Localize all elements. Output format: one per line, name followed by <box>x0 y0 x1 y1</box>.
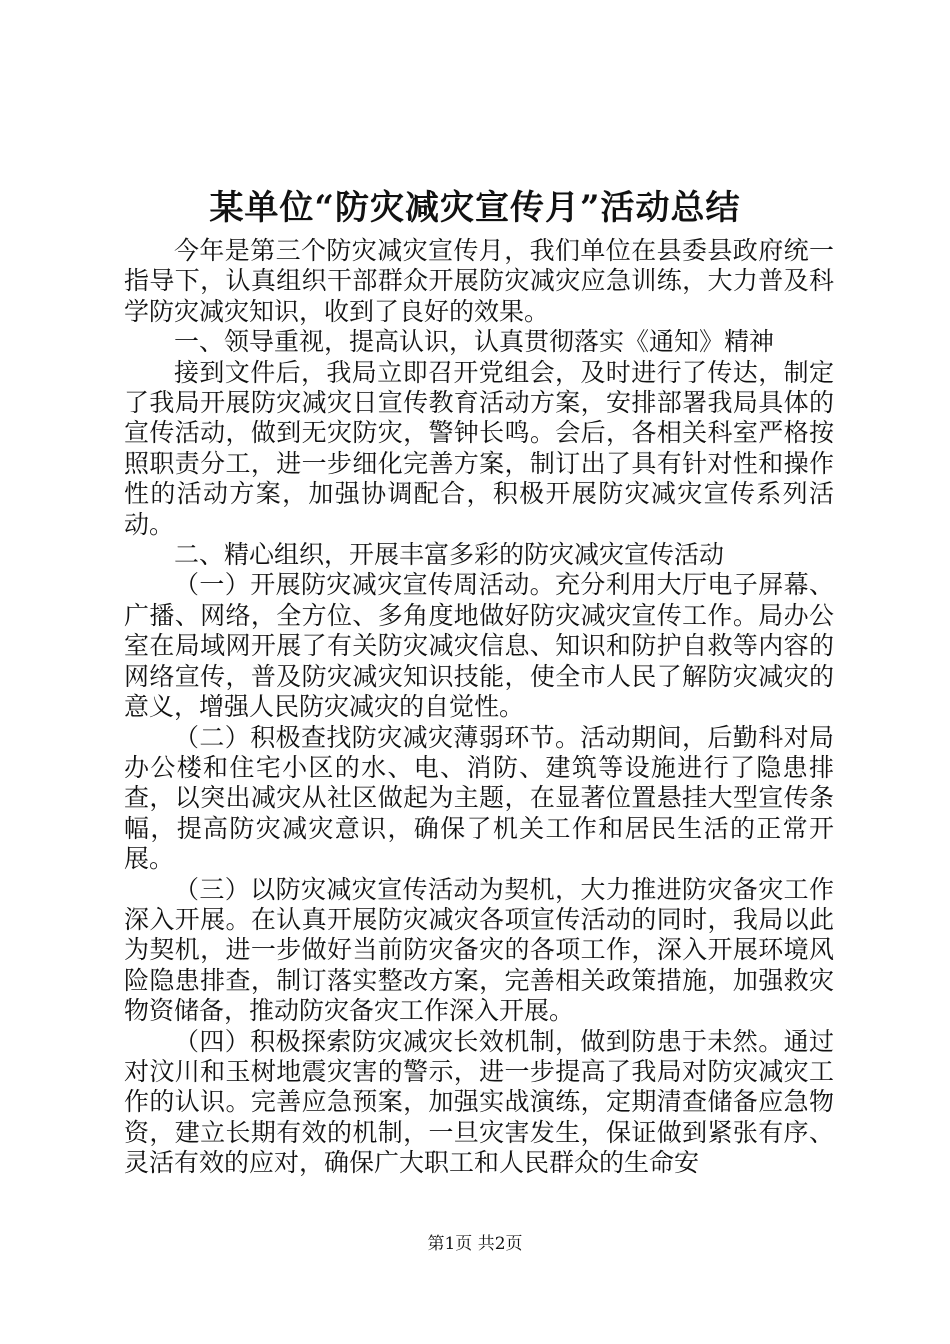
section-2-item-2: （二）积极查找防灾减灾薄弱环节。活动期间，后勤科对局办公楼和住宅小区的水、电、消防、建筑等设施进行了隐患排查，以突出减灾从社区做起为主题，在显著位置悬挂大型宣传条幅，提高防灾减灾意识，确保了机关工作和居民生活的正常开展。 <box>124 722 834 874</box>
intro-paragraph: 今年是第三个防灾减灾宣传月，我们单位在县委县政府统一指导下，认真组织干部群众开展防灾减灾应急训练，大力普及科学防灾减灾知识，收到了良好的效果。 <box>124 236 834 326</box>
section-2-item-3: （三）以防灾减灾宣传活动为契机，大力推进防灾备灾工作深入开展。在认真开展防灾减灾各项宣传活动的同时，我局以此为契机，进一步做好当前防灾备灾的各项工作，深入开展环境风险隐患排查，制订落实整改方案，完善相关政策措施，加强救灾物资储备，推动防灾备灾工作深入开展。 <box>124 874 834 1026</box>
document-title: 某单位“防灾减灾宣传月”活动总结 <box>209 188 741 228</box>
page-footer: 第1页 共2页 <box>427 1234 523 1254</box>
document-body <box>124 236 834 1179</box>
section-2-item-1: （一）开展防灾减灾宣传周活动。充分利用大厅电子屏幕、广播、网络，全方位、多角度地做好防灾减灾宣传工作。局办公室在局域网开展了有关防灾减灾信息、知识和防护自救等内容的网络宣传，普及防灾减灾知识技能，使全市人民了解防灾减灾的意义，增强人民防灾减灾的自觉性。 <box>124 570 834 722</box>
section-2-heading: 二、精心组织，开展丰富多彩的防灾减灾宣传活动 <box>174 540 725 570</box>
section-1-heading: 一、领导重视，提高认识，认真贯彻落实《通知》精神 <box>174 327 775 357</box>
section-2-item-4: （四）积极探索防灾减灾长效机制，做到防患于未然。通过对汶川和玉树地震灾害的警示，进一步提高了我局对防灾减灾工作的认识。完善应急预案，加强实战演练，定期清查储备应急物资，建立长期有效的机制，一旦灾害发生，保证做到紧张有序、灵活有效的应对，确保广大职工和人民群众的生命安 <box>124 1026 834 1178</box>
section-1-paragraph: 接到文件后，我局立即召开党组会，及时进行了传达，制定了我局开展防灾减灾日宣传教育活动方案，安排部署我局具体的宣传活动，做到无灾防灾，警钟长鸣。会后，各相关科室严格按照职责分工，进一步细化完善方案，制订出了具有针对性和操作性的活动方案，加强协调配合，积极开展防灾减灾宣传系列活动。 <box>124 357 834 539</box>
